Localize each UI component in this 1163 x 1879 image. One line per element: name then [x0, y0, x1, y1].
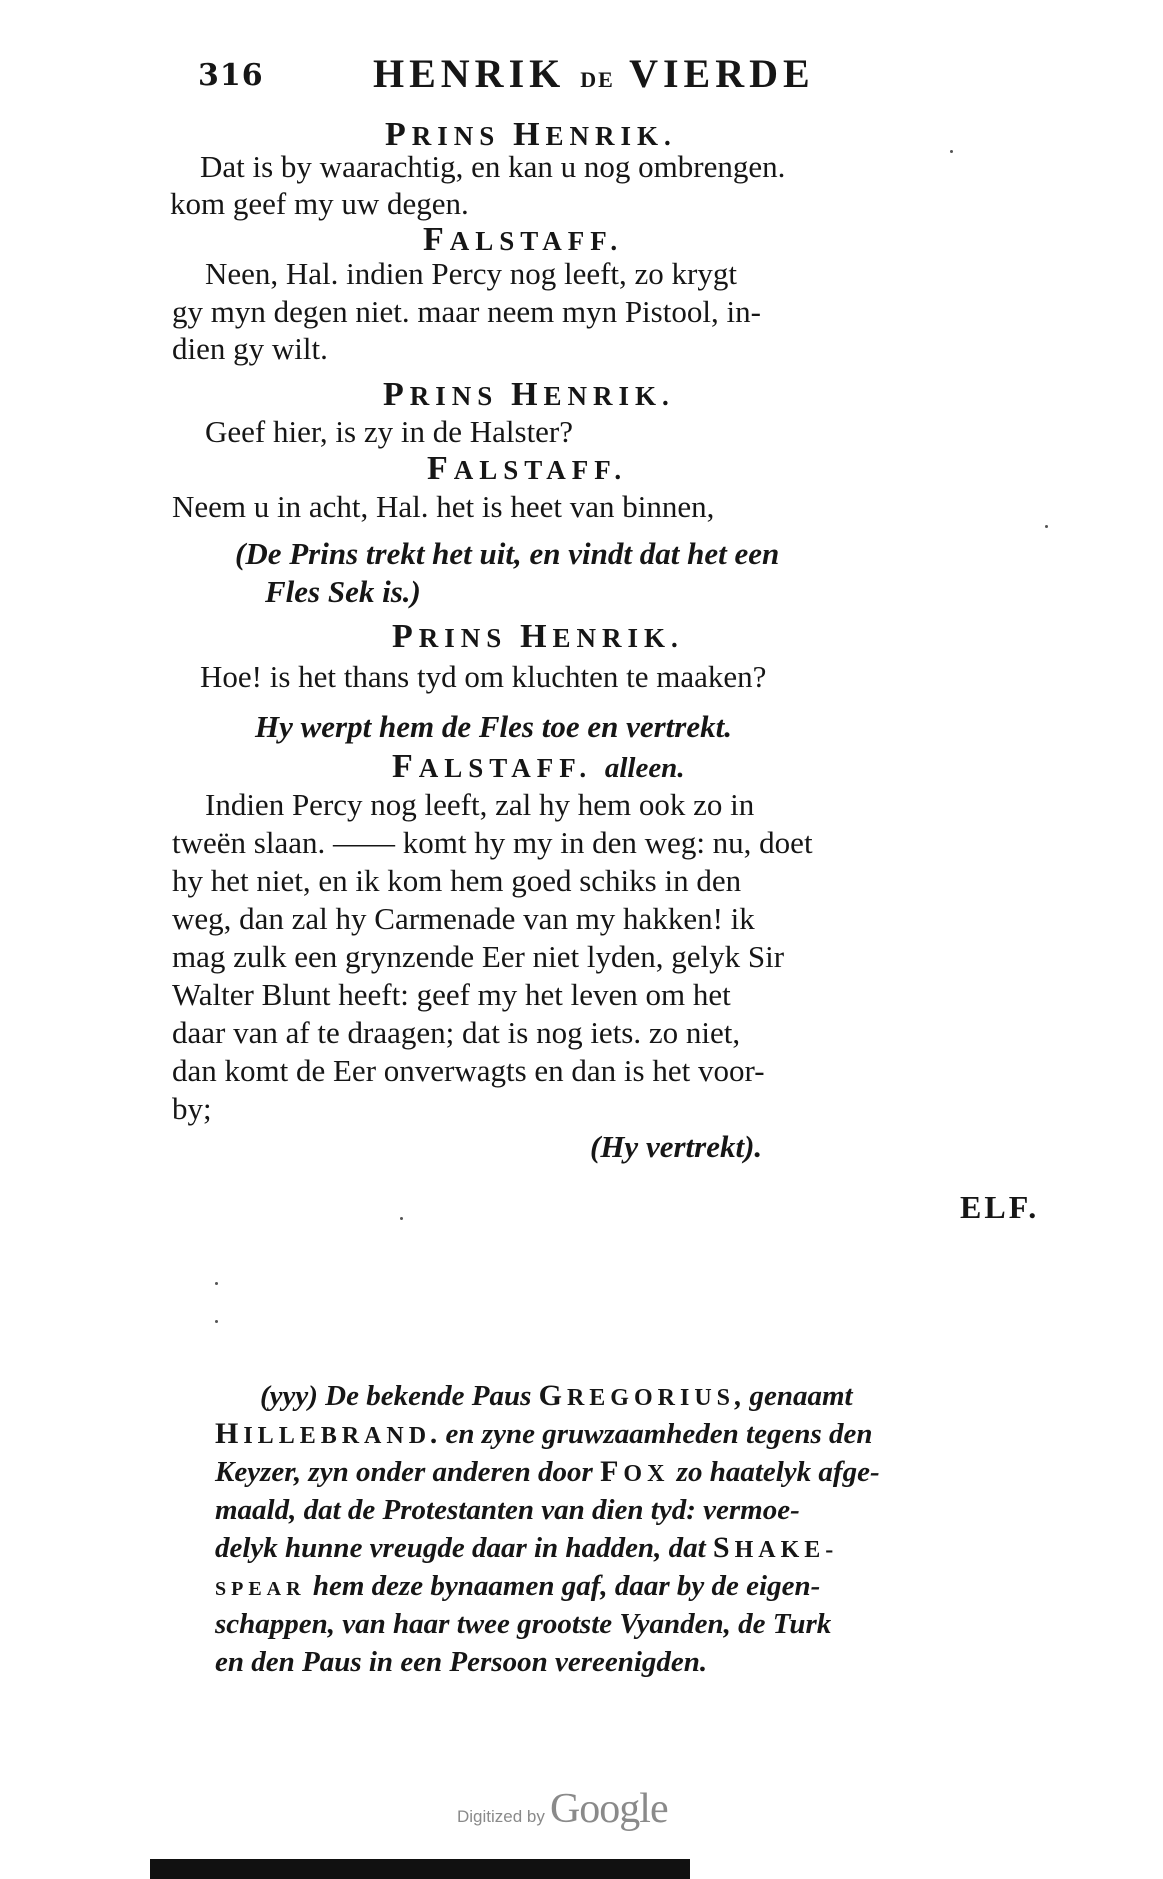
footnote-line: maald, dat de Protestanten van dien tyd: vermoe-	[215, 1494, 800, 1526]
speaker-heading: PRINS HENRIK.	[385, 116, 677, 153]
text-line: dan komt de Eer onverwagts en dan is het voor-	[172, 1053, 765, 1088]
footnote-line: schappen, van haar twee grootste Vyanden, de Turk	[215, 1608, 832, 1640]
stage-direction: (De Prins trekt het uit, en vindt dat het een	[235, 536, 780, 571]
speaker-heading: FALSTAFF.	[423, 221, 624, 258]
paper-speck	[950, 150, 953, 153]
footnote-line: HILLEBRAND. en zyne gruwzaamheden tegens den	[215, 1417, 873, 1450]
text-line: mag zulk een grynzende Eer niet lyden, gelyk Sir	[172, 939, 785, 974]
text-line: weg, dan zal hy Carmenade van my hakken! ik	[172, 901, 755, 936]
text-line: Neem u in acht, Hal. het is heet van binnen,	[172, 489, 715, 524]
text-line: tweën slaan. —— komt hy my in den weg: nu, doet	[172, 825, 813, 860]
text-line: hy het niet, en ik kom hem goed schiks in den	[172, 863, 742, 898]
text-line: Hoe! is het thans tyd om kluchten te maaken?	[200, 659, 767, 694]
speaker-heading: PRINS HENRIK.	[392, 618, 684, 655]
paper-speck	[1045, 525, 1048, 528]
footnote-line: SPEAR hem deze bynaamen gaf, daar by de eigen-	[215, 1570, 821, 1602]
paper-speck	[400, 1217, 403, 1220]
text-line: Indien Percy nog leeft, zal hy hem ook zo in	[205, 787, 755, 822]
text-line: Walter Blunt heeft: geef my het leven om het	[172, 977, 731, 1012]
digitization-watermark: Digitized by Google	[457, 1786, 668, 1832]
text-line: Dat is by waarachtig, en kan u nog ombrengen.	[200, 149, 786, 184]
text-line: kom geef my uw degen.	[170, 186, 469, 221]
paper-speck	[215, 1282, 218, 1285]
page-number: 316	[198, 58, 264, 93]
page-header	[198, 50, 918, 110]
text-line: dien gy wilt.	[172, 331, 328, 366]
text-line: Neen, Hal. indien Percy nog leeft, zo krygt	[205, 256, 737, 291]
footnote-line: en den Paus in een Persoon vereenigden.	[215, 1646, 708, 1678]
text-line: daar van af te draagen; dat is nog iets. zo niet,	[172, 1015, 741, 1050]
google-logo: Google	[549, 1786, 668, 1832]
footnote-line: (yyy) De bekende Paus GREGORIUS, genaamt	[260, 1379, 853, 1412]
text-line: by;	[172, 1091, 212, 1126]
running-title: HENRIK DE VIERDE	[373, 51, 815, 96]
paper-speck	[215, 1320, 218, 1323]
stage-direction: Hy werpt hem de Fles toe en vertrekt.	[255, 709, 732, 744]
scan-edge-shadow	[150, 1859, 690, 1879]
text-line: Geef hier, is zy in de Halster?	[205, 414, 574, 449]
text-line: gy myn degen niet. maar neem myn Pistool, in-	[172, 294, 761, 329]
footnote-line: delyk hunne vreugde daar in hadden, dat SHAKE-	[215, 1531, 839, 1564]
stage-direction: (Hy vertrekt).	[590, 1129, 763, 1164]
footnote-line: Keyzer, zyn onder anderen door FOX zo haatelyk afge-	[215, 1455, 880, 1488]
speaker-heading: FALSTAFF.	[427, 450, 628, 487]
stage-direction: Fles Sek is.)	[265, 574, 421, 609]
speaker-heading: FALSTAFF. alleen.	[392, 748, 685, 785]
speaker-heading: PRINS HENRIK.	[383, 376, 675, 413]
catchword: ELF.	[960, 1189, 1040, 1225]
